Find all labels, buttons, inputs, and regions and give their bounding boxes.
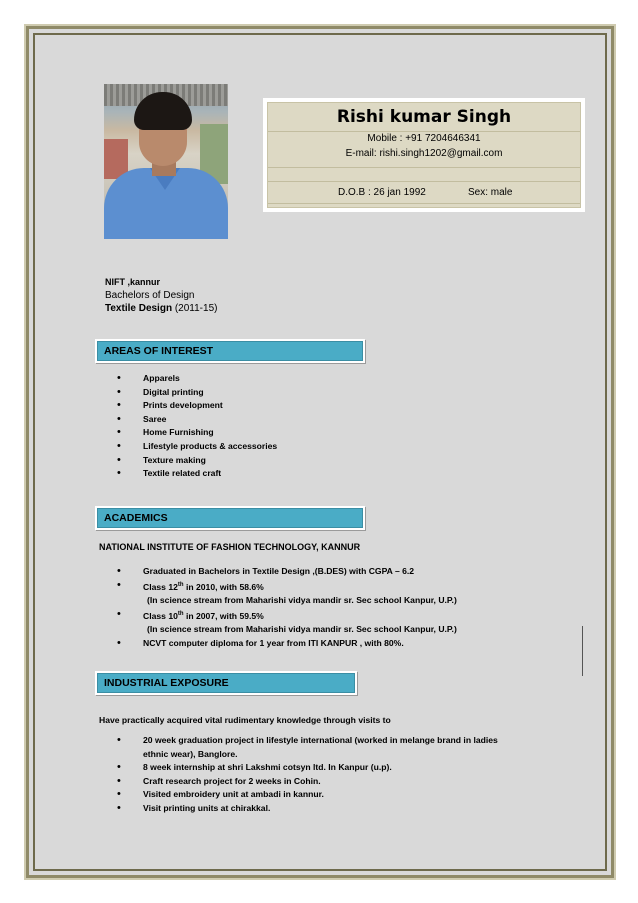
resume-page [26,26,614,878]
list-item: • Lifestyle products & accessories [117,440,277,454]
email-address: E-mail: rishi.singh1202@gmail.com [345,148,503,159]
divider-line [582,626,583,676]
list-item: • Textile related craft [117,467,277,481]
list-item: • 20 week graduation project in lifestyle international (worked in melange brand in ladies ethnic wear), Banglore. [117,734,498,761]
interest-list [117,372,277,481]
contact-box [263,98,585,212]
list-item: • 8 week internship at shri Lakshmi cotsyn ltd. In Kanpur (u.p). [117,761,498,775]
mobile-number: Mobile : +91 7204646341 [367,133,481,144]
candidate-name: Rishi kumar Singh [336,107,512,127]
list-item: • Digital printing [117,386,277,400]
profile-photo [104,84,228,239]
academics-list [117,565,457,650]
list-item: • Apparels [117,372,277,386]
list-item: • Craft research project for 2 weeks in Cohin. [117,775,498,789]
academics-institute: NATIONAL INSTITUTE OF FASHION TECHNOLOGY, KANNUR [99,542,361,552]
list-item: • Texture making [117,454,277,468]
section-academics [95,506,365,530]
list-item: • Visit printing units at chirakkal. [117,802,498,816]
page-inner-border [33,33,607,871]
list-item: • Class 10th in 2007, with 59.5% (In science stream from Maharishi vidya mandir sr. Sec school Kanpur, U.P.) [117,608,457,637]
section-industrial-exposure [95,671,357,695]
degree-name: Bachelors of Design [105,290,195,301]
exposure-intro: Have practically acquired vital rudimentary knowledge through visits to [99,715,391,725]
list-item: • Saree [117,413,277,427]
section-areas-of-interest [95,339,365,363]
sex-field: Sex: male [468,187,513,198]
education-summary [105,276,217,315]
list-item: • NCVT computer diploma for 1 year from ITI KANPUR , with 80%. [117,637,457,651]
specialization: Textile Design (2011-15) [105,303,218,314]
list-item: • Class 12th in 2010, with 58.6% (In science stream from Maharishi vidya mandir sr. Sec school Kanpur, U.P.) [117,579,457,608]
institute-short: NIFT ,kannur [105,277,161,287]
list-item: • Home Furnishing [117,426,277,440]
list-item: • Visited embroidery unit at ambadi in kannur. [117,788,498,802]
date-of-birth: D.O.B : 26 jan 1992 [338,187,426,198]
list-item: • Graduated in Bachelors in Textile Design ,(B.DES) with CGPA – 6.2 [117,565,457,579]
section-title: ACADEMICS [97,508,363,528]
list-item: • Prints development [117,399,277,413]
exposure-list [117,734,498,816]
section-title: INDUSTRIAL EXPOSURE [97,673,355,693]
section-title: AREAS OF INTEREST [97,341,363,361]
